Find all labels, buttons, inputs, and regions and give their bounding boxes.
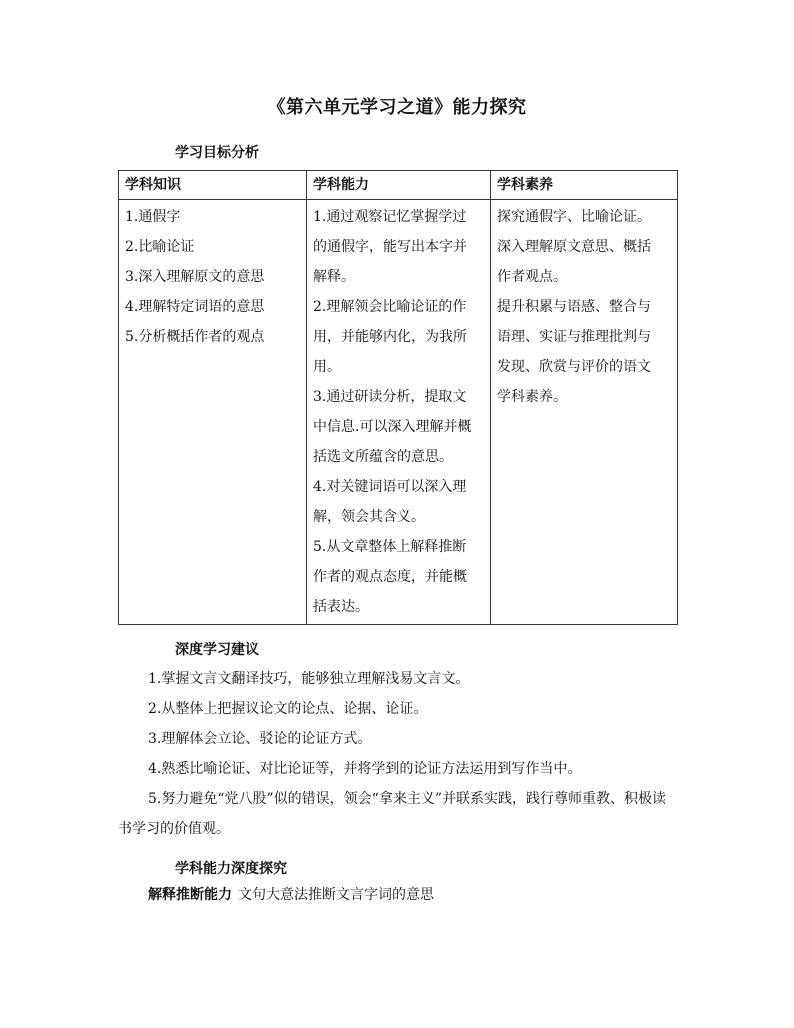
- ability-line: 作者的观点态度，并能概: [313, 569, 467, 585]
- knowledge-cell: [119, 200, 307, 625]
- knowledge-line: 2.比喻论证: [125, 239, 195, 255]
- list-item: 2.从整体上把握议论文的论点、论据、论证。: [148, 701, 428, 717]
- ability-line: 5.从文章整体上解释推断: [313, 539, 467, 555]
- ability-line: 2.理解领会比喻论证的作: [313, 299, 467, 315]
- literacy-line: 作者观点。: [497, 269, 567, 285]
- ability-line: 的通假字，能写出本字并: [313, 239, 467, 255]
- header-literacy: 学科素养: [491, 171, 678, 200]
- ability-line: 4.对关键词语可以深入理: [313, 479, 467, 495]
- ability-line: 用。: [313, 359, 341, 375]
- explore-text: 文句大意法推断文言字词的意思: [238, 887, 434, 903]
- list-item: 1.掌握文言文翻译技巧，能够独立理解浅易文言文。: [148, 671, 470, 687]
- header-ability: 学科能力: [307, 171, 491, 200]
- goals-table: [118, 170, 678, 625]
- ability-line: 中信息.可以深入理解并概: [313, 419, 472, 435]
- ability-cell: [307, 200, 491, 625]
- knowledge-line: 3.深入理解原文的意思: [125, 269, 265, 285]
- ability-line: 1.通过观察记忆掌握学过: [313, 209, 467, 225]
- ability-line: 3.通过研读分析，提取文: [313, 389, 467, 405]
- literacy-line: 探究通假字、比喻论证。: [497, 209, 651, 225]
- ability-line: 用，并能够内化，为我所: [313, 329, 467, 345]
- ability-line: 括表达。: [313, 599, 369, 615]
- ability-line: 解释。: [313, 269, 355, 285]
- table-row: [119, 200, 678, 625]
- list-item: 3.理解体会立论、驳论的论证方式。: [148, 731, 372, 747]
- knowledge-line: 5.分析概括作者的观点: [125, 329, 265, 345]
- literacy-line: 发现、欣赏与评价的语文: [497, 359, 651, 375]
- literacy-cell: [491, 200, 678, 625]
- deep-heading: 深度学习建议: [175, 642, 259, 658]
- deep-list: [118, 664, 677, 844]
- explore-lead: 解释推断能力: [148, 887, 232, 903]
- explore-line: [148, 884, 434, 904]
- list-item: 5.努力避免“党八股”似的错误，领会“拿来主义”并联系实践，践行尊师重教、积极读书学习的价值观。: [118, 791, 666, 837]
- literacy-line: 深入理解原文意思、概括: [497, 239, 651, 255]
- literacy-line: 学科素养。: [497, 389, 567, 405]
- literacy-line: 语理、实证与推理批判与: [497, 329, 651, 345]
- table-header-row: [119, 171, 678, 200]
- list-item: 4.熟悉比喻论证、对比论证等，并将学到的论证方法运用到写作当中。: [148, 761, 582, 777]
- literacy-line: 提升积累与语感、整合与: [497, 299, 651, 315]
- ability-line: 解，领会其含义。: [313, 509, 425, 525]
- knowledge-line: 4.理解特定词语的意思: [125, 299, 265, 315]
- explore-heading: 学科能力深度探究: [175, 861, 287, 877]
- knowledge-line: 1.通假字: [125, 209, 181, 225]
- goals-heading: 学习目标分析: [175, 145, 259, 161]
- header-knowledge: 学科知识: [119, 171, 307, 200]
- ability-line: 括选文所蕴含的意思。: [313, 449, 453, 465]
- page-title: 《第六单元学习之道》能力探究: [267, 97, 527, 118]
